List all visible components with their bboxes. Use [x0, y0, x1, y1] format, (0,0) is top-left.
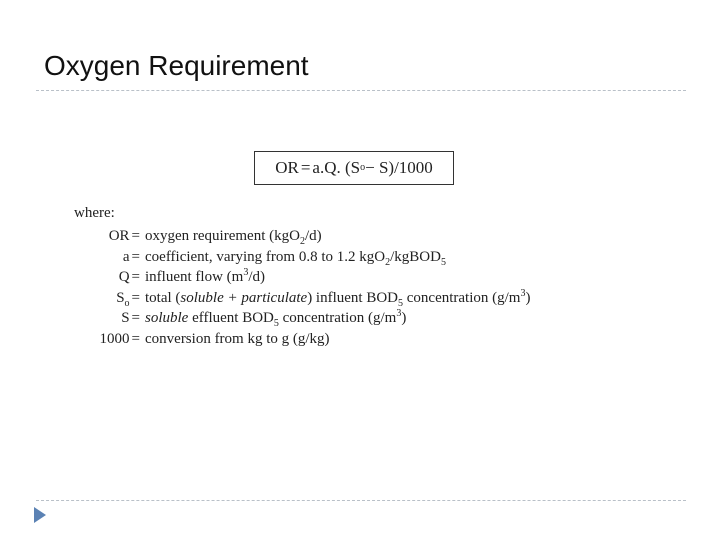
- equals-sign: =: [131, 248, 140, 265]
- definition-symbol: [92, 329, 145, 350]
- description-text: concentration (g/m: [403, 289, 521, 306]
- description-text: concentration (g/m: [278, 310, 397, 327]
- description-superscript: 3: [520, 287, 526, 299]
- definition-row: [92, 288, 530, 309]
- definition-row: [92, 226, 530, 247]
- definition-symbol: [92, 288, 145, 309]
- description-text: effluent BOD: [188, 310, 274, 327]
- equals-sign: =: [131, 330, 140, 347]
- description-subscript: 2: [299, 236, 305, 247]
- formula-box: OR = a.Q. (S o − S)/1000: [254, 151, 454, 185]
- description-text: conversion from kg to g (g/kg): [145, 330, 330, 347]
- description-italic: soluble: [145, 310, 189, 327]
- page-title: Oxygen Requirement: [44, 50, 309, 81]
- definition-symbol: [92, 226, 145, 247]
- definition-description: [145, 247, 530, 268]
- description-superscript: 3: [243, 267, 249, 279]
- formula-lhs: OR: [275, 158, 299, 177]
- definition-row: [92, 308, 530, 329]
- definition-symbol: [92, 267, 145, 288]
- symbol-text: 1000: [99, 330, 130, 347]
- description-text: coefficient, varying from 0.8 to 1.2 kgO: [145, 248, 386, 265]
- description-text: /d): [248, 269, 265, 286]
- formula-rhs-part-b: − S)/1000: [365, 158, 433, 177]
- description-subscript: 5: [273, 318, 279, 330]
- where-label: where:: [74, 205, 115, 221]
- description-italic: soluble + particulate: [180, 289, 308, 306]
- description-subscript: 5: [398, 297, 404, 309]
- symbol-text: S: [121, 310, 130, 327]
- symbol-text: a: [122, 248, 130, 265]
- equals-sign: =: [131, 228, 140, 244]
- definition-row: [92, 267, 530, 288]
- formula-rhs-part-a: a.Q. (S: [312, 158, 361, 177]
- equals-sign: =: [131, 310, 140, 327]
- definition-symbol: [92, 247, 145, 268]
- description-text: ) influent BOD: [307, 289, 399, 306]
- definition-description: [145, 226, 530, 247]
- description-text: /d): [304, 228, 322, 244]
- definitions-table: [92, 226, 530, 350]
- title-divider: [36, 90, 686, 91]
- definition-row: [92, 329, 530, 350]
- description-text: /kgBOD: [390, 248, 441, 265]
- equals-sign: =: [131, 269, 140, 286]
- definition-symbol: [92, 308, 145, 329]
- description-text: ): [401, 310, 407, 327]
- footer-divider: [36, 500, 686, 501]
- symbol-subscript: o: [124, 297, 130, 309]
- definition-description: [145, 288, 530, 309]
- description-subscript: 5: [440, 256, 446, 268]
- triangle-bullet-icon: [34, 507, 46, 523]
- symbol-text: Q: [118, 269, 130, 286]
- definition-row: [92, 247, 530, 268]
- description-text: total (: [145, 289, 181, 306]
- description-subscript: 2: [385, 256, 391, 268]
- definition-description: [145, 267, 530, 288]
- description-text: ): [525, 289, 531, 306]
- equals-sign: =: [131, 289, 140, 306]
- definition-description: [145, 308, 530, 329]
- description-text: influent flow (m: [145, 269, 244, 286]
- description-superscript: 3: [396, 308, 402, 320]
- description-text: oxygen requirement (kgO: [145, 228, 300, 244]
- symbol-text: S: [116, 289, 125, 306]
- symbol-text: OR: [108, 228, 130, 244]
- formula-equals: =: [300, 158, 311, 177]
- definition-description: [145, 329, 530, 350]
